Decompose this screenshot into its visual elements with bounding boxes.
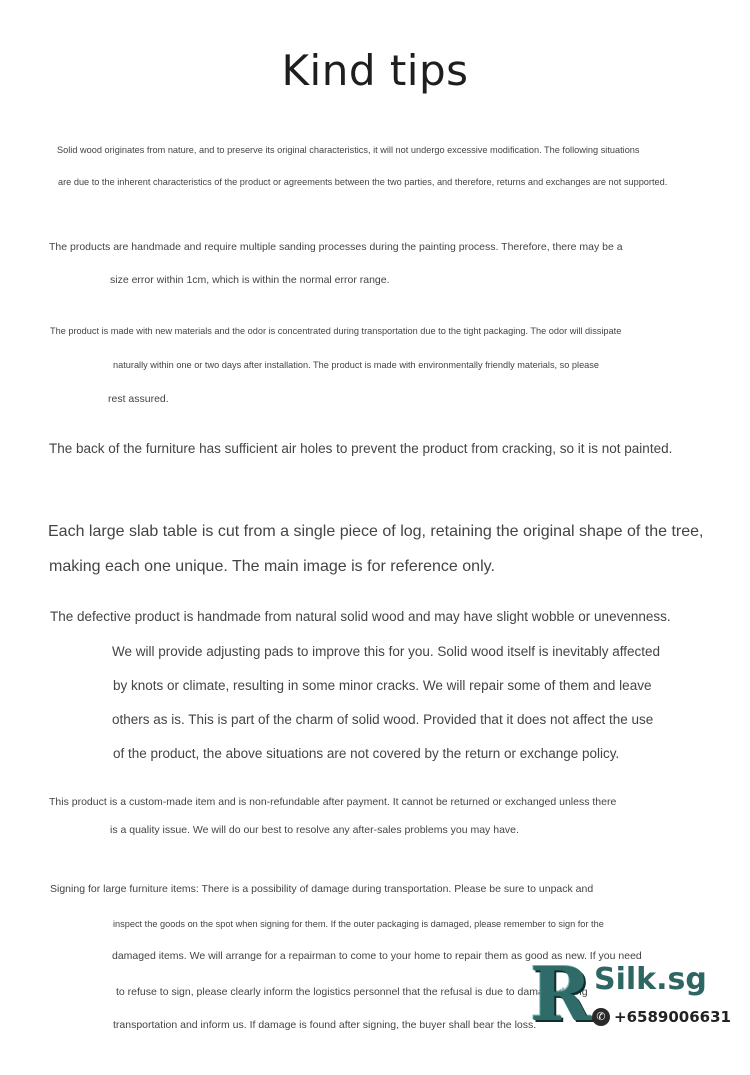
tip-odor-line-1: The product is made with new materials and the odor is concentrated during transportation due to the tight packaging. The odor will dissipate: [50, 326, 622, 336]
watermark-phone: +6589006631: [614, 1008, 731, 1026]
tip-size-line-2: size error within 1cm, which is within the normal error range.: [110, 274, 390, 286]
tip-defect-line-5: of the product, the above situations are not covered by the return or exchange policy.: [113, 746, 620, 761]
tip-defect-line-1: The defective product is handmade from natural solid wood and may have slight wobble or unevenness.: [50, 609, 671, 624]
intro-line-1: Solid wood originates from nature, and to preserve its original characteristics, it will not undergo excessive modification. The following situations: [57, 145, 640, 155]
intro-line-2: are due to the inherent characteristics of the product or agreements between the two parties, and therefore, returns and exchanges are not supported.: [58, 177, 668, 187]
tip-back-line-1: The back of the furniture has sufficient air holes to prevent the product from cracking, so it is not painted.: [49, 441, 673, 456]
tip-defect-line-4: others as is. This is part of the charm of solid wood. Provided that it does not affect the use: [112, 712, 654, 727]
tip-signing-line-5: transportation and inform us. If damage is found after signing, the buyer shall bear the loss.: [113, 1019, 537, 1031]
silk-watermark: [530, 952, 731, 1038]
watermark-logo-letter: R: [530, 952, 592, 1038]
tip-odor-line-2: naturally within one or two days after installation. The product is made with environmentally friendly materials, so please: [113, 360, 599, 370]
tip-slab-line-1: Each large slab table is cut from a single piece of log, retaining the original shape of the tree,: [48, 523, 704, 540]
tip-signing-line-2: inspect the goods on the spot when signing for them. If the outer packaging is damaged, please remember to sign for the: [113, 919, 604, 929]
tip-defect-line-3: by knots or climate, resulting in some minor cracks. We will repair some of them and leave: [113, 678, 652, 693]
tip-signing-line-1: Signing for large furniture items: There is a possibility of damage during transportation. Please be sure to unpack and: [50, 883, 594, 895]
tip-slab-line-2: making each one unique. The main image is for reference only.: [49, 558, 495, 575]
watermark-contact: [592, 1008, 731, 1026]
watermark-brand: Silk.sg: [594, 962, 707, 997]
page-title: Kind tips: [281, 46, 469, 95]
tip-custom-line-1: This product is a custom-made item and is non-refundable after payment. It cannot be returned or exchanged unless there: [49, 796, 617, 808]
tip-defect-line-2: We will provide adjusting pads to improve this for you. Solid wood itself is inevitably affected: [112, 644, 661, 659]
tip-size-line-1: The products are handmade and require multiple sanding processes during the painting process. Therefore, there may be a: [49, 241, 623, 253]
tip-odor-line-3: rest assured.: [108, 393, 169, 405]
tip-custom-line-2: is a quality issue. We will do our best to resolve any after-sales problems you may have.: [110, 824, 519, 836]
tip-signing-line-3: damaged items. We will arrange for a repairman to come to your home to repair them as good as new. If you need: [112, 950, 642, 962]
whatsapp-icon: ✆: [592, 1008, 610, 1026]
tip-signing-line-4: to refuse to sign, please clearly inform the logistics personnel that the refusal is due to damage during: [116, 986, 588, 998]
